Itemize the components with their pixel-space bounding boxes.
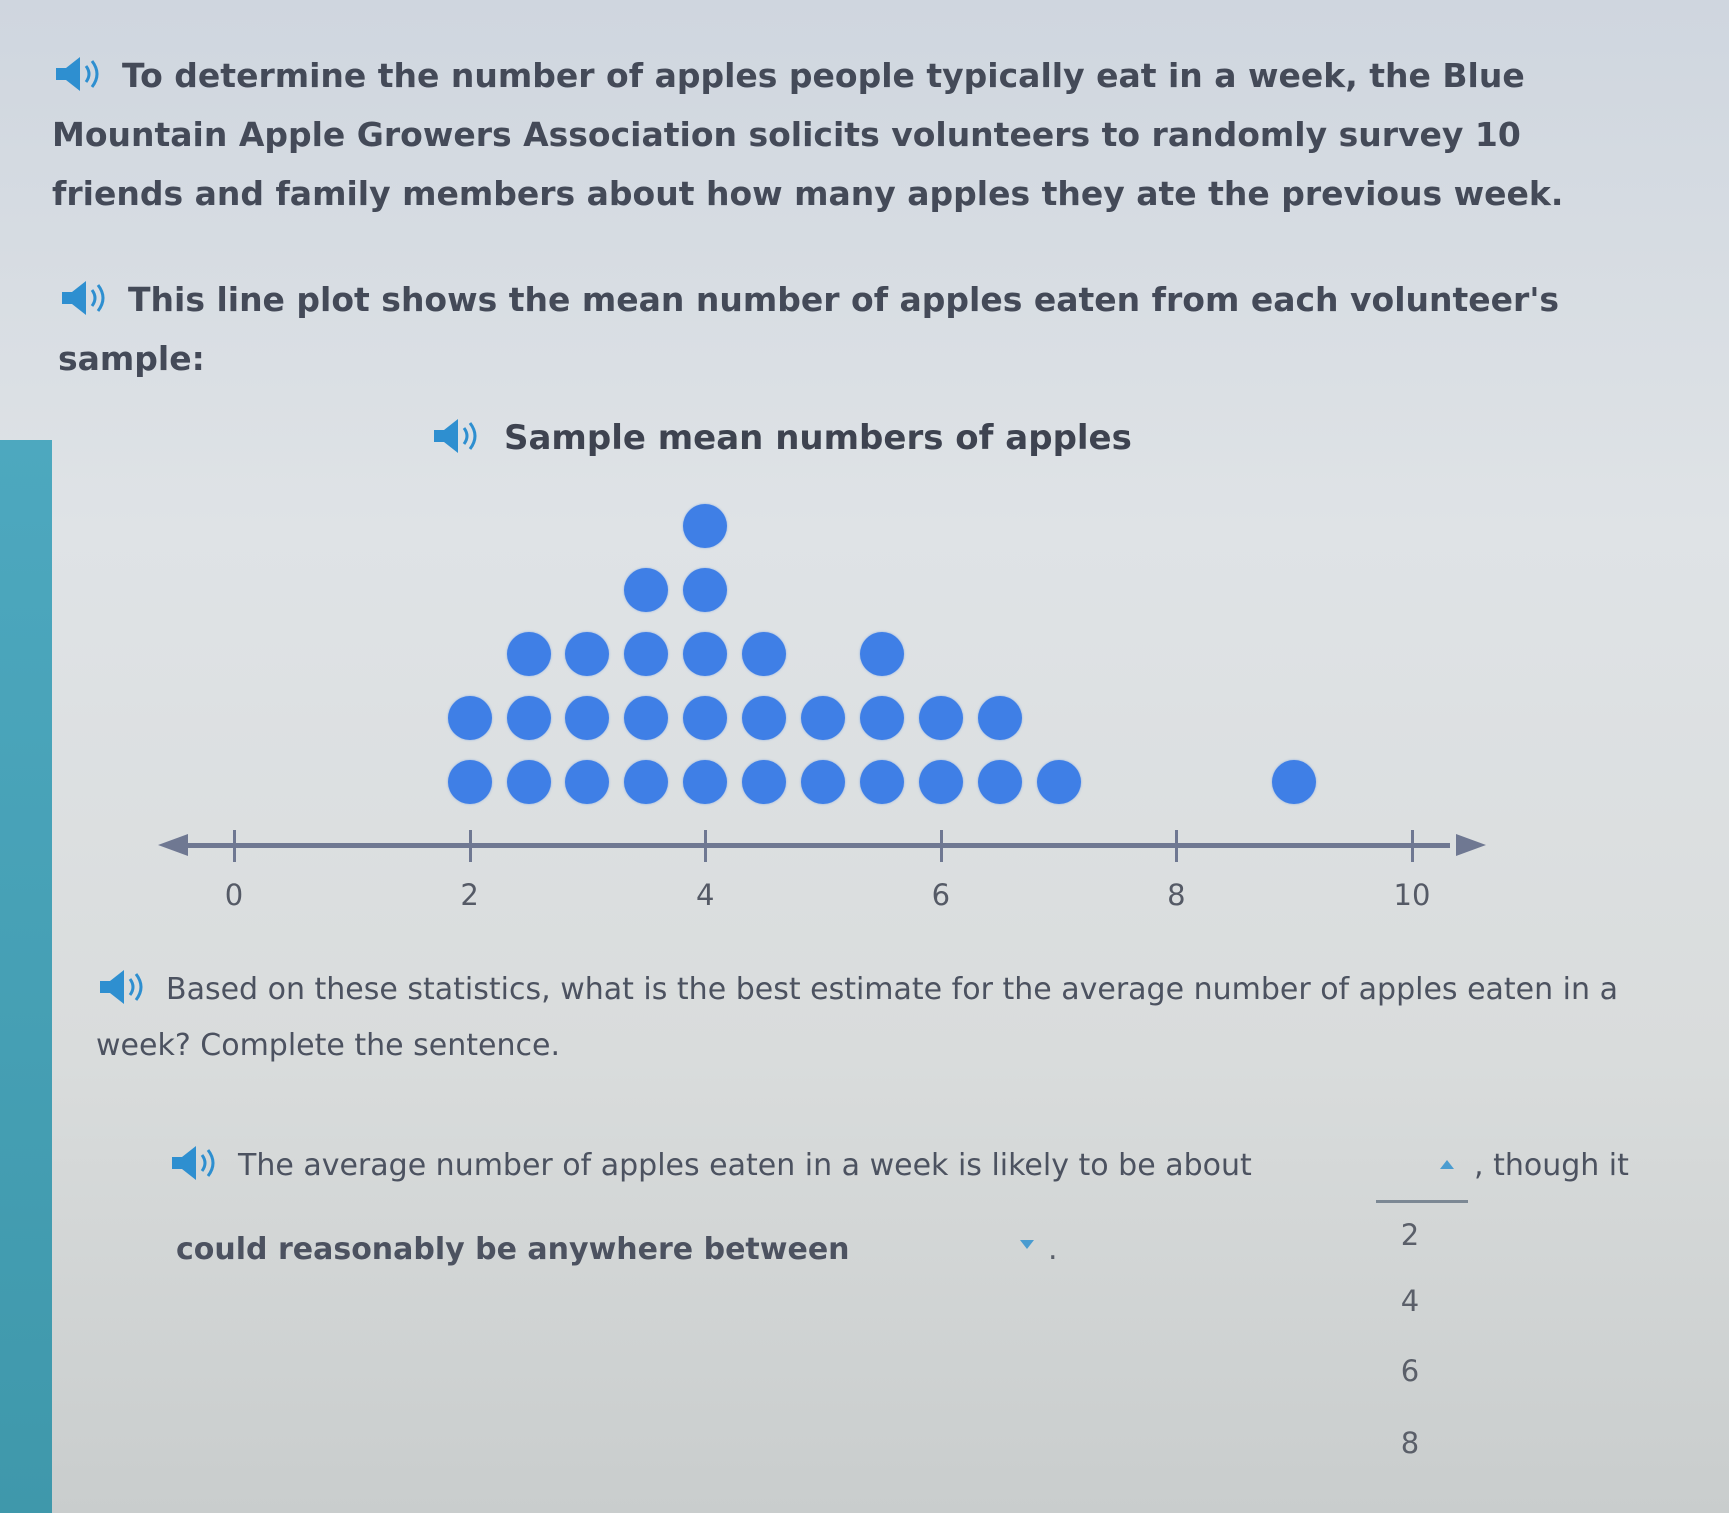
axis-tick-label: 8 (1167, 878, 1186, 912)
data-dot (624, 632, 668, 676)
dropdown-option-6[interactable]: 6 (1400, 1354, 1420, 1388)
data-dot (978, 760, 1022, 804)
data-dot (507, 632, 551, 676)
data-dot (801, 760, 845, 804)
caret-up-icon (1440, 1160, 1454, 1169)
question-text: Based on these statistics, what is the best estimate for the average number of apples eaten in a week? Complete the sentence. (96, 972, 1618, 1063)
axis-tick-label: 10 (1393, 878, 1431, 912)
dropdown-option-4[interactable]: 4 (1400, 1284, 1420, 1318)
speaker-audio-icon[interactable] (96, 967, 152, 1007)
data-dot (860, 696, 904, 740)
data-dot (683, 568, 727, 612)
speaker-audio-icon[interactable] (58, 278, 114, 318)
data-dot (683, 632, 727, 676)
axis-tick-label: 2 (460, 878, 479, 912)
data-dot (742, 760, 786, 804)
plot-intro-text: This line plot shows the mean number of apples eaten from each volunteer's sample: (58, 280, 1560, 378)
data-dot (683, 760, 727, 804)
speaker-audio-icon[interactable] (430, 416, 486, 456)
data-dot (1272, 760, 1316, 804)
data-dot (507, 760, 551, 804)
data-dot (565, 760, 609, 804)
axis-arrow-right-icon (1456, 834, 1486, 856)
dropdown-option-8[interactable]: 8 (1400, 1426, 1420, 1460)
speaker-audio-icon[interactable] (52, 54, 108, 94)
speaker-audio-icon[interactable] (168, 1143, 224, 1183)
data-dot (919, 760, 963, 804)
data-dot (919, 696, 963, 740)
data-dot (624, 568, 668, 612)
data-dot (742, 696, 786, 740)
intro-text: To determine the number of apples people typically eat in a week, the Blue Mountain Apple Growers Association solicits volunteers to randomly survey 10 friends and family members about how many apples they ate the previous week. (52, 56, 1564, 213)
data-dot (801, 696, 845, 740)
axis-tick (1175, 830, 1178, 862)
data-dot (448, 760, 492, 804)
data-dot (448, 696, 492, 740)
chart-title (430, 418, 1132, 460)
axis-arrow-left-icon (158, 834, 188, 856)
data-dot (860, 632, 904, 676)
sentence-period: . (1048, 1232, 1058, 1267)
number-line-axis (180, 843, 1450, 848)
sentence-part-1: The average number of apples eaten in a week is likely to be about (238, 1148, 1252, 1183)
intro-paragraph (52, 46, 1652, 223)
data-dot (565, 696, 609, 740)
data-dot (742, 632, 786, 676)
axis-tick-label: 6 (931, 878, 951, 912)
data-dot (624, 760, 668, 804)
axis-tick (1411, 830, 1414, 862)
dropdown-option-2[interactable]: 2 (1400, 1218, 1420, 1252)
data-dot (624, 696, 668, 740)
range-dropdown[interactable] (860, 1226, 1040, 1272)
plot-intro-paragraph (58, 270, 1678, 388)
sentence-part-2: , though it (1474, 1148, 1629, 1183)
data-dot (683, 504, 727, 548)
question-paragraph (96, 962, 1676, 1074)
axis-tick (469, 830, 472, 862)
data-dot (565, 632, 609, 676)
axis-tick (940, 830, 943, 862)
data-dot (978, 696, 1022, 740)
average-estimate-dropdown[interactable] (1376, 1148, 1468, 1203)
axis-tick (704, 830, 707, 862)
data-dot (683, 696, 727, 740)
sentence-part-3: could reasonably be anywhere between (176, 1232, 850, 1267)
data-dot (860, 760, 904, 804)
data-dot (507, 696, 551, 740)
chart-title-text: Sample mean numbers of apples (504, 418, 1132, 458)
axis-tick-label: 4 (695, 878, 715, 912)
data-dot (1037, 760, 1081, 804)
axis-tick-label: 0 (224, 878, 244, 912)
caret-down-icon (1020, 1240, 1034, 1249)
axis-tick (233, 830, 236, 862)
